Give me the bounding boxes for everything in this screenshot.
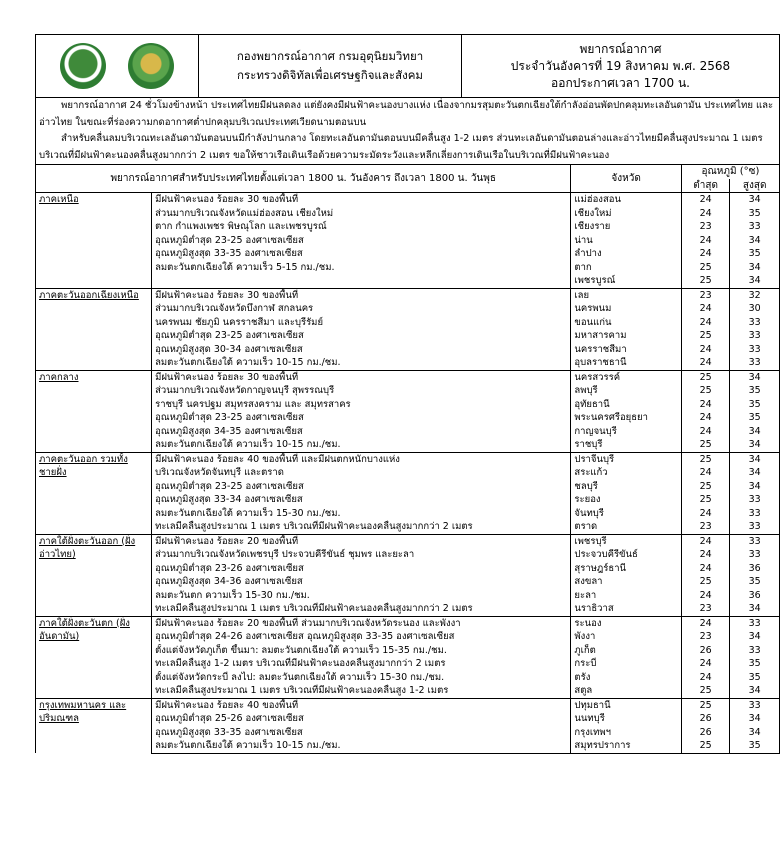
logo-cell: [36, 35, 199, 98]
min-temp-value: 26: [681, 644, 729, 658]
province-name: กรุงเทพฯ: [571, 726, 681, 740]
min-temp-value: 25: [681, 274, 729, 288]
min-temp-value: 26: [681, 726, 729, 740]
min-temp-value: 23: [681, 520, 729, 534]
max-temp-value: 35: [730, 384, 780, 398]
max-temp-value: 34: [730, 602, 780, 616]
province-name: ตาก: [571, 261, 681, 275]
forecast-description: ทะเลมีคลื่นสูงประมาณ 1 เมตร บริเวณที่มีฝนฟ้าคะนองคลื่นสูงมากกว่า 2 เมตร: [152, 602, 571, 616]
min-temp-value: 23: [681, 630, 729, 644]
forecast-description: มีฝนฟ้าคะนอง ร้อยละ 40 ของพื้นที่ และมีฝนตกหนักบางแห่ง: [152, 452, 571, 466]
forecast-description: อุณหภูมิต่ำสุด 25-26 องศาเซลเซียส: [152, 712, 571, 726]
min-temp-header: ต่ำสุด: [681, 179, 729, 193]
max-temp-value: 33: [730, 343, 780, 357]
province-name: ราชบุรี: [571, 438, 681, 452]
min-temp-value: 25: [681, 384, 729, 398]
min-temp-value: 24: [681, 425, 729, 439]
max-temp-value: 34: [730, 234, 780, 248]
max-temp-value: 33: [730, 548, 780, 562]
min-temp-value: 25: [681, 329, 729, 343]
min-temp-value: 24: [681, 247, 729, 261]
min-temp-value: 23: [681, 602, 729, 616]
min-temp-value: 24: [681, 316, 729, 330]
province-name: จันทบุรี: [571, 507, 681, 521]
forecast-description: ส่วนมากบริเวณจังหวัดเพชรบุรี ประจวบคีรีขันธ์ ชุมพร และยะลา: [152, 548, 571, 562]
forecast-description: อุณหภูมิต่ำสุด 23-25 องศาเซลเซียส: [152, 329, 571, 343]
max-temp-value: 33: [730, 220, 780, 234]
min-temp-value: 24: [681, 356, 729, 370]
province-name: ลำปาง: [571, 247, 681, 261]
max-temp-value: 34: [730, 261, 780, 275]
forecast-info-cell: [462, 35, 780, 98]
max-temp-value: 34: [730, 274, 780, 288]
department-cell: [199, 35, 462, 98]
max-temp-value: 33: [730, 534, 780, 548]
min-temp-value: 24: [681, 671, 729, 685]
forecast-description: นครพนม ชัยภูมิ นครราชสีมา และบุรีรัมย์: [152, 316, 571, 330]
min-temp-value: 25: [681, 575, 729, 589]
min-temp-value: 24: [681, 562, 729, 576]
forecast-row: [36, 452, 780, 466]
min-temp-value: 24: [681, 507, 729, 521]
forecast-description: ส่วนมากบริเวณจังหวัดแม่ฮ่องสอน เชียงใหม่: [152, 207, 571, 221]
forecast-description: มีฝนฟ้าคะนอง ร้อยละ 30 ของพื้นที่: [152, 370, 571, 384]
max-temp-value: 32: [730, 288, 780, 302]
province-name: สงขลา: [571, 575, 681, 589]
province-name: ยะลา: [571, 589, 681, 603]
province-name: นครสวรรค์: [571, 370, 681, 384]
forecast-description: อุณหภูมิต่ำสุด 23-25 องศาเซลเซียส: [152, 480, 571, 494]
region-name: ภาคใต้ฝั่งตะวันออก (ฝั่งอ่าวไทย): [36, 534, 152, 616]
province-name: ระนอง: [571, 616, 681, 630]
province-name: ประจวบคีรีขันธ์: [571, 548, 681, 562]
max-temp-value: 33: [730, 316, 780, 330]
forecast-description: อุณหภูมิสูงสุด 34-36 องศาเซลเซียส: [152, 575, 571, 589]
province-name: ตราด: [571, 520, 681, 534]
max-temp-value: 33: [730, 356, 780, 370]
forecast-description: อุณหภูมิสูงสุด 34-35 องศาเซลเซียส: [152, 425, 571, 439]
forecast-row: [36, 698, 780, 712]
min-temp-value: 24: [681, 534, 729, 548]
province-name: ขอนแก่น: [571, 316, 681, 330]
header-table: [35, 34, 780, 98]
max-temp-value: 35: [730, 247, 780, 261]
min-temp-value: 23: [681, 288, 729, 302]
forecast-issued-time: ออกประกาศเวลา 1700 น.: [551, 75, 690, 90]
province-name: อุบลราชธานี: [571, 356, 681, 370]
min-temp-value: 25: [681, 261, 729, 275]
min-temp-value: 25: [681, 493, 729, 507]
region-name: ภาคตะวันออก รวมทั้งชายฝั่ง: [36, 452, 152, 534]
min-temp-value: 24: [681, 411, 729, 425]
max-temp-value: 35: [730, 739, 780, 753]
forecast-description: ทะเลมีคลื่นสูงประมาณ 1 เมตร บริเวณที่มีฝนฟ้าคะนองคลื่นสูง 1-2 เมตร: [152, 684, 571, 698]
max-temp-value: 35: [730, 411, 780, 425]
min-temp-value: 26: [681, 712, 729, 726]
forecast-description: ส่วนมากบริเวณจังหวัดบึงกาฬ สกลนคร: [152, 302, 571, 316]
min-temp-value: 24: [681, 193, 729, 207]
max-temp-value: 34: [730, 452, 780, 466]
province-name: ชลบุรี: [571, 480, 681, 494]
province-name: สตูล: [571, 684, 681, 698]
min-temp-value: 24: [681, 207, 729, 221]
max-temp-value: 35: [730, 657, 780, 671]
max-temp-value: 34: [730, 193, 780, 207]
forecast-description: มีฝนฟ้าคะนอง ร้อยละ 30 ของพื้นที่: [152, 193, 571, 207]
province-name: ปราจีนบุรี: [571, 452, 681, 466]
forecast-document: [35, 34, 780, 754]
province-name: สมุทรปราการ: [571, 739, 681, 753]
tmd-logo-icon: [60, 43, 106, 89]
province-name: นราธิวาส: [571, 602, 681, 616]
forecast-description: [152, 274, 571, 288]
province-name: พังงา: [571, 630, 681, 644]
forecast-description: ทะเลมีคลื่นสูงประมาณ 1 เมตร บริเวณที่มีฝนฟ้าคะนองคลื่นสูงมากกว่า 2 เมตร: [152, 520, 571, 534]
max-temp-value: 33: [730, 520, 780, 534]
province-name: ตรัง: [571, 671, 681, 685]
province-name: อุทัยธานี: [571, 398, 681, 412]
forecast-description: ลมตะวันตกเฉียงใต้ ความเร็ว 5-15 กม./ชม.: [152, 261, 571, 275]
min-temp-value: 25: [681, 480, 729, 494]
province-name: เพชรบูรณ์: [571, 274, 681, 288]
province-name: ระยอง: [571, 493, 681, 507]
min-temp-value: 25: [681, 438, 729, 452]
min-temp-value: 24: [681, 398, 729, 412]
forecast-date: ประจำวันอังคารที่ 19 สิงหาคม พ.ศ. 2568: [510, 58, 731, 73]
max-temp-header: สูงสุด: [730, 179, 780, 193]
forecast-description: บริเวณจังหวัดจันทบุรี และตราด: [152, 466, 571, 480]
max-temp-value: 36: [730, 589, 780, 603]
province-column-header: จังหวัด: [571, 165, 681, 193]
region-name: กรุงเทพมหานคร และปริมณฑล: [36, 698, 152, 753]
province-name: พระนครศรีอยุธยา: [571, 411, 681, 425]
province-name: กระบี่: [571, 657, 681, 671]
max-temp-value: 34: [730, 466, 780, 480]
forecast-description: อุณหภูมิต่ำสุด 23-25 องศาเซลเซียส: [152, 411, 571, 425]
max-temp-value: 34: [730, 726, 780, 740]
ministry-logo-icon: [128, 43, 174, 89]
province-name: นครราชสีมา: [571, 343, 681, 357]
province-name: สุราษฎร์ธานี: [571, 562, 681, 576]
min-temp-value: 24: [681, 657, 729, 671]
forecast-description: อุณหภูมิสูงสุด 33-34 องศาเซลเซียส: [152, 493, 571, 507]
province-name: นนทบุรี: [571, 712, 681, 726]
max-temp-value: 34: [730, 480, 780, 494]
max-temp-value: 36: [730, 562, 780, 576]
regional-forecast-table: [35, 164, 780, 754]
forecast-description: อุณหภูมิสูงสุด 33-35 องศาเซลเซียส: [152, 726, 571, 740]
region-name: ภาคกลาง: [36, 370, 152, 452]
min-temp-value: 24: [681, 616, 729, 630]
province-name: เพชรบุรี: [571, 534, 681, 548]
forecast-description: ส่วนมากบริเวณจังหวัดกาญจนบุรี สุพรรณบุรี: [152, 384, 571, 398]
forecast-description: อุณหภูมิต่ำสุด 23-26 องศาเซลเซียส: [152, 562, 571, 576]
forecast-description: มีฝนฟ้าคะนอง ร้อยละ 20 ของพื้นที่ ส่วนมากบริเวณจังหวัดระนอง และพังงา: [152, 616, 571, 630]
province-name: สระแก้ว: [571, 466, 681, 480]
max-temp-value: 33: [730, 329, 780, 343]
max-temp-value: 33: [730, 507, 780, 521]
min-temp-value: 25: [681, 739, 729, 753]
max-temp-value: 35: [730, 671, 780, 685]
max-temp-value: 33: [730, 698, 780, 712]
min-temp-value: 25: [681, 452, 729, 466]
min-temp-value: 25: [681, 684, 729, 698]
forecast-summary: [35, 98, 780, 164]
forecast-description: ตั้งแต่จังหวัดภูเก็ต ขึ้นมา: ลมตะวันตกเฉียงใต้ ความเร็ว 15-35 กม./ชม.: [152, 644, 571, 658]
min-temp-value: 25: [681, 698, 729, 712]
province-name: ปทุมธานี: [571, 698, 681, 712]
min-temp-value: 24: [681, 343, 729, 357]
forecast-description: อุณหภูมิต่ำสุด 24-26 องศาเซลเซียส อุณหภูมิสูงสุด 33-35 องศาเซลเซียส: [152, 630, 571, 644]
forecast-row: [36, 616, 780, 630]
forecast-period-heading: พยากรณ์อากาศสำหรับประเทศไทยตั้งแต่เวลา 1800 น. วันอังคาร ถึงเวลา 1800 น. วันพุธ: [36, 165, 571, 193]
forecast-description: ราชบุรี นครปฐม สมุทรสงคราม และ สมุทรสาคร: [152, 398, 571, 412]
forecast-row: [36, 370, 780, 384]
max-temp-value: 33: [730, 644, 780, 658]
summary-paragraph-1: พยากรณ์อากาศ 24 ชั่วโมงข้างหน้า ประเทศไทยมีฝนลดลง แต่ยังคงมีฝนฟ้าคะนองบางแห่ง เนื่องจากมรสุมตะวันตกเฉียงใต้กำลังอ่อนพัดปกคลุมทะเลอันดามัน ประเทศไทย และอ่าวไทย ในขณะที่ร่องความกดอากาศต่ำปกคลุมบริเวณประเทศเวียดนามตอนบน: [39, 100, 774, 128]
province-name: เชียงราย: [571, 220, 681, 234]
forecast-description: ลมตะวันตก ความเร็ว 15-30 กม./ชม.: [152, 589, 571, 603]
province-name: เลย: [571, 288, 681, 302]
forecast-description: ตั้งแต่จังหวัดกระบี่ ลงไป: ลมตะวันตกเฉียงใต้ ความเร็ว 15-30 กม./ชม.: [152, 671, 571, 685]
temperature-column-header: อุณหภูมิ (°ซ): [681, 165, 779, 179]
forecast-row: [36, 288, 780, 302]
forecast-description: ตาก กำแพงเพชร พิษณุโลก และเพชรบูรณ์: [152, 220, 571, 234]
ministry-name: กระทรวงดิจิทัลเพื่อเศรษฐกิจและสังคม: [237, 68, 423, 82]
max-temp-value: 34: [730, 370, 780, 384]
province-name: เชียงใหม่: [571, 207, 681, 221]
max-temp-value: 34: [730, 438, 780, 452]
province-name: แม่ฮ่องสอน: [571, 193, 681, 207]
max-temp-value: 35: [730, 207, 780, 221]
province-name: ภูเก็ต: [571, 644, 681, 658]
min-temp-value: 24: [681, 466, 729, 480]
max-temp-value: 35: [730, 575, 780, 589]
forecast-description: ลมตะวันตกเฉียงใต้ ความเร็ว 10-15 กม./ชม.: [152, 438, 571, 452]
min-temp-value: 24: [681, 302, 729, 316]
department-name: กองพยากรณ์อากาศ กรมอุตุนิยมวิทยา: [236, 49, 424, 63]
forecast-description: มีฝนฟ้าคะนอง ร้อยละ 30 ของพื้นที่: [152, 288, 571, 302]
forecast-row: [36, 534, 780, 548]
province-name: น่าน: [571, 234, 681, 248]
forecast-title: พยากรณ์อากาศ: [579, 41, 662, 56]
min-temp-value: 24: [681, 234, 729, 248]
min-temp-value: 23: [681, 220, 729, 234]
forecast-description: ลมตะวันตกเฉียงใต้ ความเร็ว 10-15 กม./ชม.: [152, 739, 571, 753]
max-temp-value: 34: [730, 684, 780, 698]
province-name: นครพนม: [571, 302, 681, 316]
min-temp-value: 25: [681, 370, 729, 384]
forecast-description: อุณหภูมิต่ำสุด 23-25 องศาเซลเซียส: [152, 234, 571, 248]
region-name: ภาคตะวันออกเฉียงเหนือ: [36, 288, 152, 370]
forecast-description: มีฝนฟ้าคะนอง ร้อยละ 40 ของพื้นที่: [152, 698, 571, 712]
forecast-description: อุณหภูมิสูงสุด 33-35 องศาเซลเซียส: [152, 247, 571, 261]
forecast-description: ลมตะวันตกเฉียงใต้ ความเร็ว 10-15 กม./ชม.: [152, 356, 571, 370]
max-temp-value: 33: [730, 616, 780, 630]
forecast-description: ลมตะวันตกเฉียงใต้ ความเร็ว 15-30 กม./ชม.: [152, 507, 571, 521]
province-name: กาญจนบุรี: [571, 425, 681, 439]
min-temp-value: 24: [681, 548, 729, 562]
max-temp-value: 33: [730, 493, 780, 507]
forecast-description: อุณหภูมิสูงสุด 30-34 องศาเซลเซียส: [152, 343, 571, 357]
forecast-row: [36, 193, 780, 207]
summary-paragraph-2: สำหรับคลื่นลมบริเวณทะเลอันดามันตอนบนมีกำลังปานกลาง โดยทะเลอันดามันตอนบนมีคลื่นสูง 1-2 เมตร ส่วนทะเลอันดามันตอนล่างและอ่าวไทยมีคลื่นสูงประมาณ 1 เมตร บริเวณที่มีฝนฟ้าคะนองคลื่นสูงมากกว่า 2 เมตร ขอให้ชาวเรือเดินเรือด้วยความระมัดระวังและหลีกเลี่ยงการเดินเรือในบริเวณที่มีฝนฟ้าคะนอง: [39, 133, 763, 161]
forecast-description: มีฝนฟ้าคะนอง ร้อยละ 20 ของพื้นที่: [152, 534, 571, 548]
max-temp-value: 30: [730, 302, 780, 316]
region-name: ภาคเหนือ: [36, 193, 152, 289]
province-name: มหาสารคาม: [571, 329, 681, 343]
max-temp-value: 34: [730, 712, 780, 726]
min-temp-value: 24: [681, 589, 729, 603]
max-temp-value: 34: [730, 425, 780, 439]
max-temp-value: 34: [730, 630, 780, 644]
max-temp-value: 35: [730, 398, 780, 412]
region-name: ภาคใต้ฝั่งตะวันตก (ฝั่งอันดามัน): [36, 616, 152, 698]
province-name: ลพบุรี: [571, 384, 681, 398]
forecast-description: ทะเลมีคลื่นสูง 1-2 เมตร บริเวณที่มีฝนฟ้าคะนองคลื่นสูงมากกว่า 2 เมตร: [152, 657, 571, 671]
